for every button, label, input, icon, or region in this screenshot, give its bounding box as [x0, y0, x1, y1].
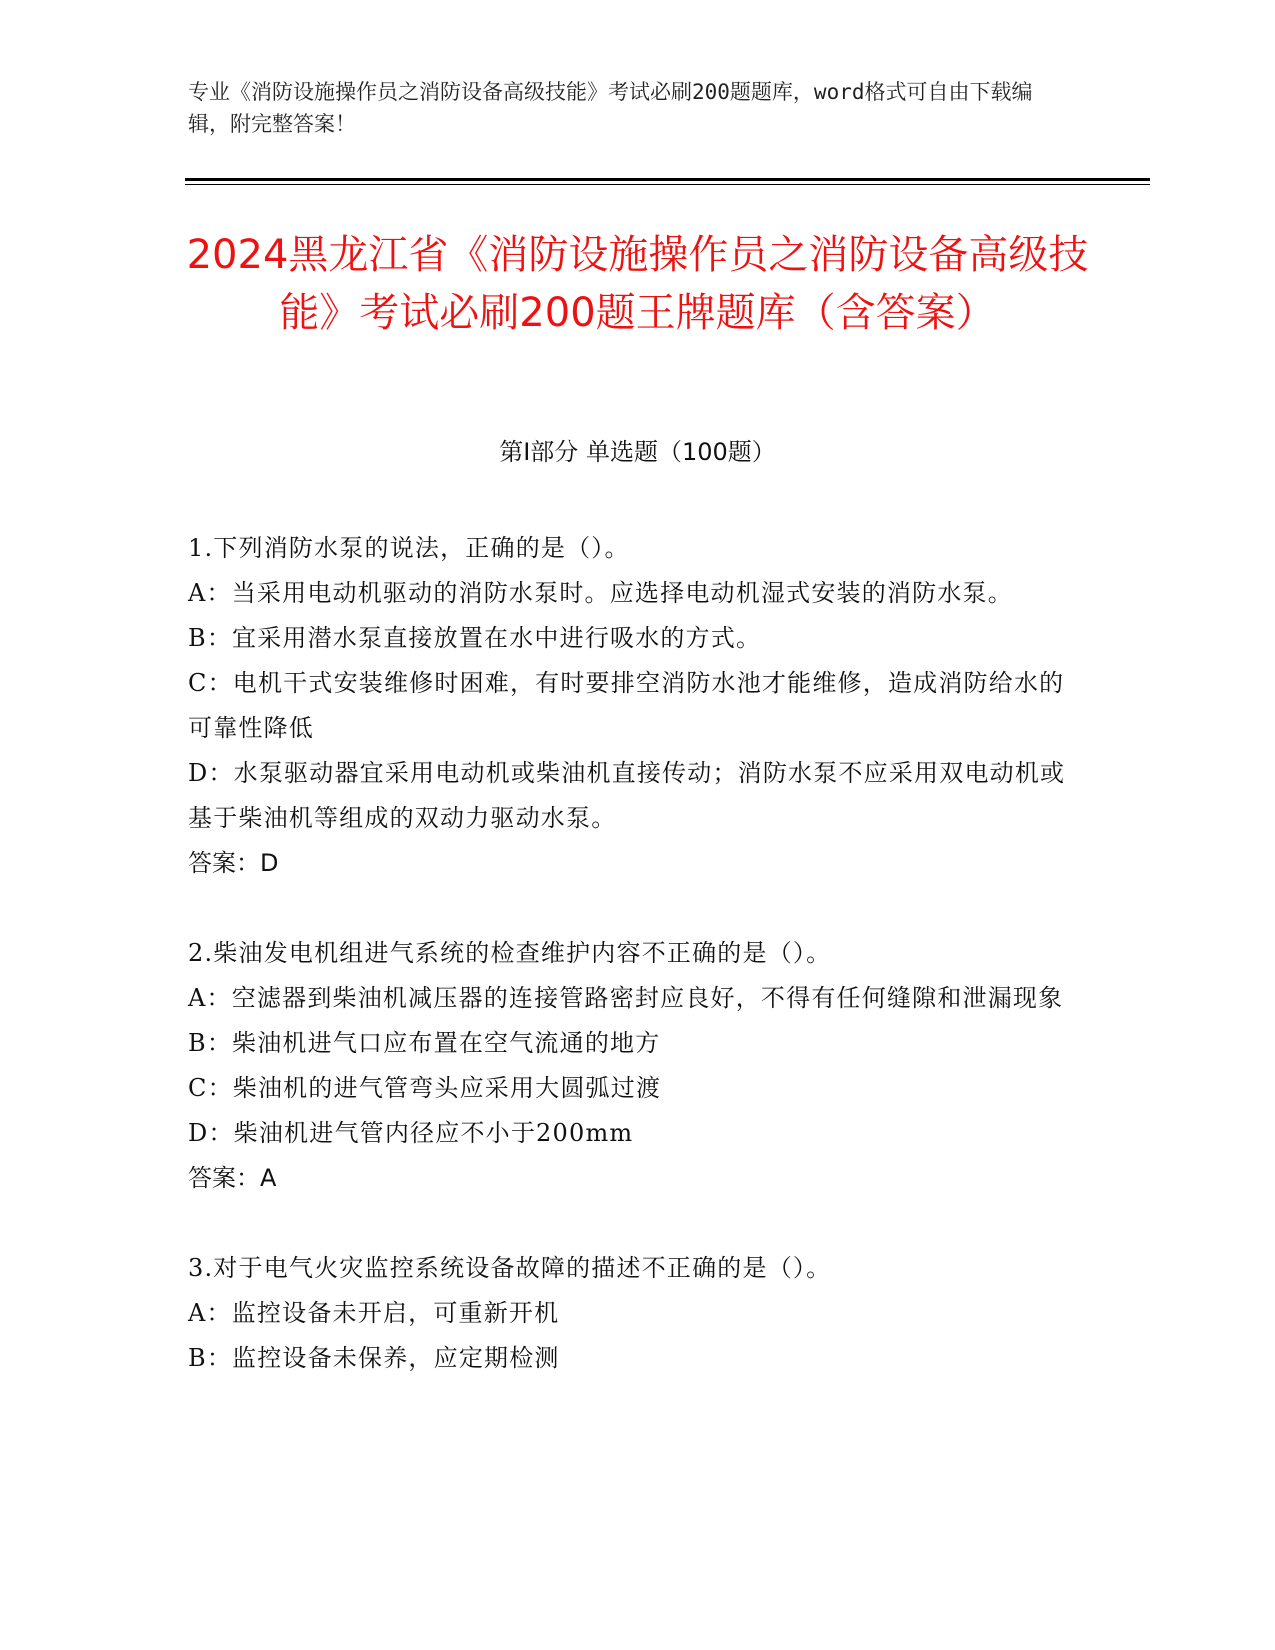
- document-title: 2024黑龙江省《消防设施操作员之消防设备高级技能》考试必刷200题王牌题库（含答案）: [186, 232, 1089, 336]
- option-b: B：监控设备未保养，应定期检测: [188, 1344, 560, 1372]
- option-b: B：宜采用潜水泵直接放置在水中进行吸水的方式。: [188, 624, 762, 652]
- question-stem: 3.对于电气火灾监控系统设备故障的描述不正确的是（）。: [188, 1254, 832, 1282]
- header-note: 专业《消防设施操作员之消防设备高级技能》考试必刷200题题库，word格式可自由下载编辑，附完整答案！: [188, 80, 1033, 136]
- header-rule-thin: [185, 184, 1150, 185]
- question-2: [188, 931, 1068, 1201]
- question-list: [188, 526, 1068, 1426]
- option-c: C：电机干式安装维修时困难，有时要排空消防水池才能维修，造成消防给水的可靠性降低: [188, 669, 1065, 742]
- header-rule-thick: [185, 178, 1150, 181]
- option-a: A：当采用电动机驱动的消防水泵时。应选择电动机湿式安装的消防水泵。: [188, 579, 1013, 607]
- option-b: B：柴油机进气口应布置在空气流通的地方: [188, 1029, 661, 1057]
- option-a: A：空滤器到柴油机减压器的连接管路密封应良好，不得有任何缝隙和泄漏现象: [188, 984, 1064, 1012]
- option-d: D：柴油机进气管内径应不小于200mm: [188, 1119, 634, 1147]
- question-1: [188, 526, 1068, 886]
- option-a: A：监控设备未开启，可重新开机: [188, 1299, 560, 1327]
- option-d: D：水泵驱动器宜采用电动机或柴油机直接传动；消防水泵不应采用双电动机或基于柴油机等组成的双动力驱动水泵。: [188, 759, 1066, 832]
- option-c: C：柴油机的进气管弯头应采用大圆弧过渡: [188, 1074, 662, 1102]
- question-3: [188, 1246, 1068, 1381]
- question-stem: 1.下列消防水泵的说法，正确的是（）。: [188, 534, 630, 562]
- question-stem: 2.柴油发电机组进气系统的检查维护内容不正确的是（）。: [188, 939, 832, 967]
- answer: 答案：D: [188, 849, 279, 877]
- section-heading: 第I部分 单选题（100题）: [499, 438, 776, 466]
- answer: 答案：A: [188, 1164, 277, 1192]
